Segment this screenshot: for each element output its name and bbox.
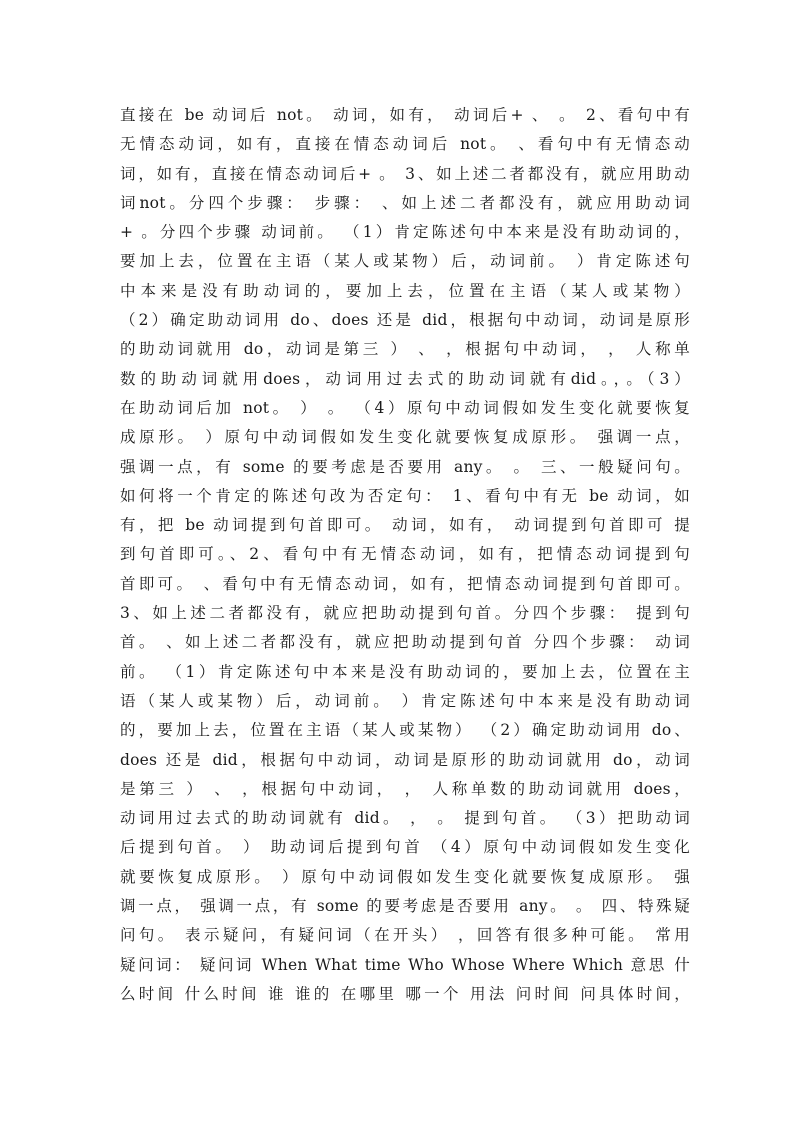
text-line: 无情态动词，如有，直接在情态动词后 not。 、看句中有无情态动 [120, 135, 690, 154]
text-line: 到句首即可。、2、看句中有无情态动词，如有，把情态动词提到句 [120, 545, 690, 564]
text-line: 动词用过去式的助动词就有 did。 ， 。 提到句首。 （3）把助动词 [120, 809, 690, 828]
text-line: 成原形。 ）原句中动词假如发生变化就要恢复成原形。 强调一点， [120, 428, 690, 447]
text-line: 疑问词： 疑问词 When What time Who Whose Where Which 意思 什 [120, 955, 690, 974]
text-line: 词not。分四个步骤： 步骤： 、如上述二者都没有，就应用助动词 [120, 193, 690, 212]
text-line: 调一点， 强调一点，有 some 的要考虑是否要用 any。 。 四、特殊疑 [120, 897, 690, 916]
text-line: 是第三 ） 、 ，根据句中动词， ， 人称单数的助动词就用 does， [120, 779, 690, 798]
text-line: 词，如有，直接在情态动词后+ 。 3、如上述二者都没有，就应用助动 [120, 164, 690, 183]
text-line: 问句。 表示疑问，有疑问词（在开头） ，回答有很多种可能。 常用 [120, 926, 690, 945]
text-line: 如何将一个肯定的陈述句改为否定句： 1、看句中有无 be 动词，如 [120, 486, 690, 505]
text-line: 前。 （1）肯定陈述句中本来是没有助动词的，要加上去，位置在主 [120, 662, 690, 681]
text-line: 后提到句首。 ） 助动词后提到句首 （4）原句中动词假如发生变化 [120, 838, 690, 857]
text-line: + 。分四个步骤 动词前。 （1）肯定陈述句中本来是没有助动词的， [120, 223, 690, 242]
text-line: 首。 、如上述二者都没有，就应把助动提到句首 分四个步骤： 动词 [120, 633, 690, 652]
text-line: 就要恢复成原形。 ）原句中动词假如发生变化就要恢复成原形。 强 [120, 867, 690, 886]
text-line: 要加上去，位置在主语（某人或某物）后，动词前。 ）肯定陈述句 [120, 252, 690, 271]
text-line: （2）确定助动词用 do、does 还是 did，根据句中动词，动词是原形 [120, 311, 690, 330]
text-line: 有，把 be 动词提到句首即可。 动词，如有， 动词提到句首即可 提 [120, 516, 690, 535]
text-line: 的助动词就用 do，动词是第三 ） 、 ，根据句中动词， ， 人称单 [120, 340, 690, 359]
body-text [120, 101, 690, 1009]
text-line: 强调一点，有 some 的要考虑是否要用 any。 。 三、一般疑问句。 [120, 457, 690, 476]
text-line: 语（某人或某物）后，动词前。 ）肯定陈述句中本来是没有助动词 [120, 691, 690, 710]
text-line: 直接在 be 动词后 not。 动词，如有， 动词后+ 、 。 2、看句中有 [120, 106, 690, 124]
text-line: 3、如上述二者都没有，就应把助动提到句首。分四个步骤： 提到句 [120, 604, 690, 623]
text-line: 数的助动词就用does，动词用过去式的助动词就有did。，。（3） [120, 369, 690, 388]
text-line: 首即可。 、看句中有无情态动词，如有，把情态动词提到句首即可。 [120, 574, 690, 593]
text-line: 的，要加上去，位置在主语（某人或某物） （2）确定助动词用 do、 [120, 721, 690, 740]
text-line: 在助动词后加 not。 ） 。 （4）原句中动词假如发生变化就要恢复 [120, 398, 690, 417]
text-line: 么时间 什么时间 谁 谁的 在哪里 哪一个 用法 问时间 问具体时间， [120, 984, 690, 1003]
text-line: 中本来是没有助动词的，要加上去，位置在主语（某人或某物） [120, 281, 690, 300]
text-line: does 还是 did，根据句中动词，动词是原形的助动词就用 do，动词 [120, 750, 690, 769]
